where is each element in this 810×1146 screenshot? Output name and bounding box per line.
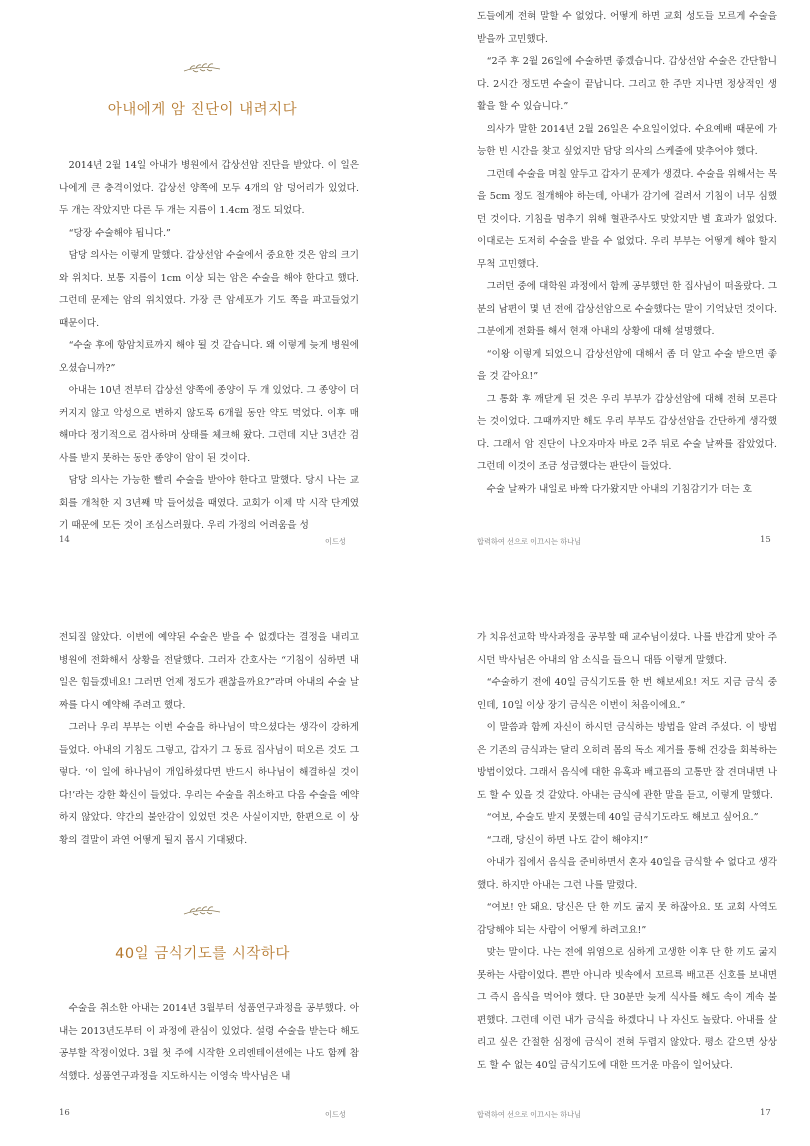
- paragraph: 담당 의사는 가능한 빨리 수술을 받아야 한다고 말했다. 당시 나는 교회를 개척한 지 3년째 막 들어섰을 때였다. 교회가 이제 막 시작 단계였기 때문에 모든 것이 조심스러웠다. 우리 가정의 어려움을 성: [59, 475, 359, 531]
- paragraph: 그런데 수술을 며칠 앞두고 갑자기 문제가 생겼다. 수술을 위해서는 목을 5cm 정도 절개해야 하는데, 아내가 감기에 걸려서 기침이 너무 심했던 것이다. 기침을 멈추기 위해 혈관주사도 맞았지만 별 효과가 없었다. 이대로는 도저히 수술을 받을 수 없었다. 우리 부부는 어떻게 해야 할지 무척 고민했다.: [477, 168, 777, 270]
- chapter-title: 40일 금식기도를 시작하다: [115, 946, 290, 962]
- paragraph: 그러나 우리 부부는 이번 수술을 하나님이 막으셨다는 생각이 강하게 들었다. 아내의 기침도 그렇고, 갑자기 그 동료 집사님이 떠오른 것도 그렇다. ‘이 일에 하나님이 개입하셨다면 반드시 하나님이 해결하실 것이다!’라는 강한 확신이 들었다. 우리는 수술을 취소하고 다음 수술을 예약하지 않았다. 약간의 불안감이 있었던 것은 사실이지만, 한편으로 이 상황의 결말이 과연 어떻게 될지 몹시 기대됐다.: [59, 722, 359, 846]
- paragraph: 전되질 않았다. 이번에 예약된 수술은 받을 수 없겠다는 결정을 내리고 병원에 전화해서 상황을 전달했다. 그러자 간호사는 “기침이 심하면 내일은 힘들겠네요! 그러면 언제 정도가 괜찮을까요?”라며 아내의 수술 날짜를 다시 예약해 주려고 했다.: [59, 632, 359, 711]
- paragraph: 아내는 10년 전부터 갑상선 양쪽에 종양이 두 개 있었다. 그 종양이 더 커지지 않고 악성으로 변하지 않도록 6개월 동안 약도 먹었다. 이후 매 해마다 정기적으로 검사하며 상태를 체크해 왔다. 그런데 지난 3년간 검사를 받지 못하는 동안 종양이 암이 된 것이다.: [59, 385, 359, 464]
- paragraph: 가 치유선교학 박사과정을 공부할 때 교수님이셨다. 나를 반갑게 맞아 주시던 박사님은 아내의 암 소식을 들으니 대뜸 이렇게 말했다.: [477, 632, 777, 666]
- body-text: [59, 627, 359, 852]
- page-14: [0, 0, 405, 573]
- chapter-title: 아내에게 암 진단이 내려지다: [107, 102, 298, 118]
- paragraph: 도들에게 전혀 말할 수 없었다. 어떻게 하면 교회 성도들 모르게 수술을 받을까 고민했다.: [477, 11, 777, 45]
- running-head: 이드성: [325, 1110, 346, 1119]
- paragraph: “2주 후 2월 26일에 수술하면 좋겠습니다. 갑상선암 수술은 간단합니다. 2시간 정도면 수술이 끝납니다. 그리고 한 주만 지나면 정상적인 생활을 할 수 있습니다.”: [477, 56, 777, 112]
- paragraph: 아내가 집에서 음식을 준비하면서 혼자 40일을 금식할 수 없다고 생각했다. 하지만 아내는 그런 나를 말렸다.: [477, 857, 777, 891]
- running-head: 합력하여 선으로 이끄시는 하나님: [477, 537, 582, 546]
- page-number: 17: [760, 1108, 771, 1118]
- paragraph: “수술 후에 항암치료까지 해야 될 것 같습니다. 왜 이렇게 늦게 병원에 오셨습니까?”: [59, 340, 359, 374]
- page-15: [405, 0, 810, 573]
- page-number: 15: [760, 535, 771, 545]
- paragraph: “여보! 안 돼요. 당신은 단 한 끼도 굶지 못 하잖아요. 또 교회 사역도 감당해야 되는 사람이 어떻게 하려고요!”: [477, 902, 777, 936]
- body-text: [477, 6, 777, 501]
- paragraph: “당장 수술해야 됩니다.”: [68, 227, 171, 239]
- body-text: [59, 155, 359, 538]
- page-number: 16: [59, 1108, 70, 1118]
- paragraph: “수술하기 전에 40일 금식기도를 한 번 해보세요! 저도 지금 금식 중인데, 10일 이상 장기 금식은 이번이 처음이에요.”: [477, 677, 777, 711]
- paragraph: 이 말씀과 함께 자신이 하시던 금식하는 방법을 알려 주셨다. 이 방법은 기존의 금식과는 달리 오히려 몸의 독소 제거를 통해 건강을 회복하는 방법이었다. 그래서 음식에 대한 유혹과 배고픔의 고통만 잘 견뎌내면 나도 할 수 있을 것 같았다. 아내는 금식에 관한 말을 듣고, 이렇게 말했다.: [477, 722, 777, 801]
- paragraph: 수술 날짜가 내일로 바짝 다가왔지만 아내의 기침감기가 더는 호: [486, 483, 752, 495]
- paragraph: 2014년 2월 14일 아내가 병원에서 갑상선암 진단을 받았다. 이 일은 나에게 큰 충격이었다. 갑상선 양쪽에 모두 4개의 암 덩어리가 있었다. 두 개는 작았지만 다른 두 개는 지름이 1.4cm 정도 되었다.: [59, 160, 359, 216]
- body-text: [477, 627, 777, 1077]
- body-text: [59, 998, 359, 1088]
- paragraph: “여보, 수술도 받지 못했는데 40일 금식기도라도 해보고 싶어요.”: [486, 812, 759, 823]
- running-head: 합력하여 선으로 이끄시는 하나님: [477, 1110, 582, 1119]
- paragraph: 의사가 말한 2014년 2월 26일은 수요일이었다. 수요예배 때문에 가능한 빈 시간을 찾고 싶었지만 담당 의사의 스케줄에 맞추어야 했다.: [477, 123, 777, 157]
- paragraph: 수술을 취소한 아내는 2014년 3월부터 성품연구과정을 공부했다. 아내는 2013년도부터 이 과정에 관심이 있었다. 설령 수술을 받는다 해도 공부할 작정이었다. 3월 첫 주에 시작한 오리엔테이션에는 나도 함께 참석했다. 성품연구과정을 지도하시는 이영숙 박사님은 내: [59, 1003, 359, 1082]
- running-head: 이드성: [325, 537, 346, 546]
- page-16: [0, 573, 405, 1146]
- paragraph: “그래, 당신이 하면 나도 같이 해야지!”: [486, 834, 649, 846]
- page-number: 14: [59, 535, 70, 545]
- paragraph: 맞는 말이다. 나는 전에 위염으로 심하게 고생한 이후 단 한 끼도 굶지 못하는 사람이었다. 쁜만 아니라 빗속에서 꼬르륵 배고픈 신호를 보내면 그 즉시 음식을 먹어야 했다. 단 30분만 늦게 식사를 해도 속이 계속 불편했다. 그런데 이런 내가 금식을 하겠다니 나 자신도 놀랐다. 아내를 살리고 싶은 간절한 심정에 금식이 전혀 두렵지 않았다. 평소 같으면 상상도 할 수 없는 40일 금식기도에 대한 뜨거운 마음이 일어났다.: [477, 947, 777, 1071]
- paragraph: 그러던 중에 대학원 과정에서 함께 공부했던 한 집사님이 떠올랐다. 그분의 남편이 몇 년 전에 갑상선암으로 수술했다는 말이 기억났던 것이다. 그분에게 전화를 해서 현재 아내의 상황에 대해 설명했다.: [477, 281, 777, 337]
- paragraph: 담당 의사는 이렇게 말했다. 갑상선암 수술에서 중요한 것은 암의 크기와 위치다. 보통 지름이 1cm 이상 되는 암은 수술을 해야 한다고 했다. 그런데 문제는 암의 위치였다. 가장 큰 암세포가 기도 쪽을 파고들었기 때문이다.: [59, 250, 359, 329]
- page-17: [405, 573, 810, 1146]
- paragraph: 그 통화 후 깨닫게 된 것은 우리 부부가 갑상선암에 대해 전혀 모른다는 것이었다. 그때까지만 해도 우리 부부도 갑상선암을 간단하게 생각했다. 그래서 암 진단이 나오자마자 바로 2주 뒤로 수술 날짜를 잡았었다. 그런데 이것이 조금 성급했다는 판단이 들었다.: [477, 393, 777, 472]
- paragraph: “이왕 이렇게 되었으니 갑상선암에 대해서 좀 더 알고 수술 받으면 좋을 것 같아요!”: [477, 348, 777, 382]
- leaf-ornament-icon: [182, 61, 222, 75]
- leaf-ornament-icon: [182, 904, 222, 918]
